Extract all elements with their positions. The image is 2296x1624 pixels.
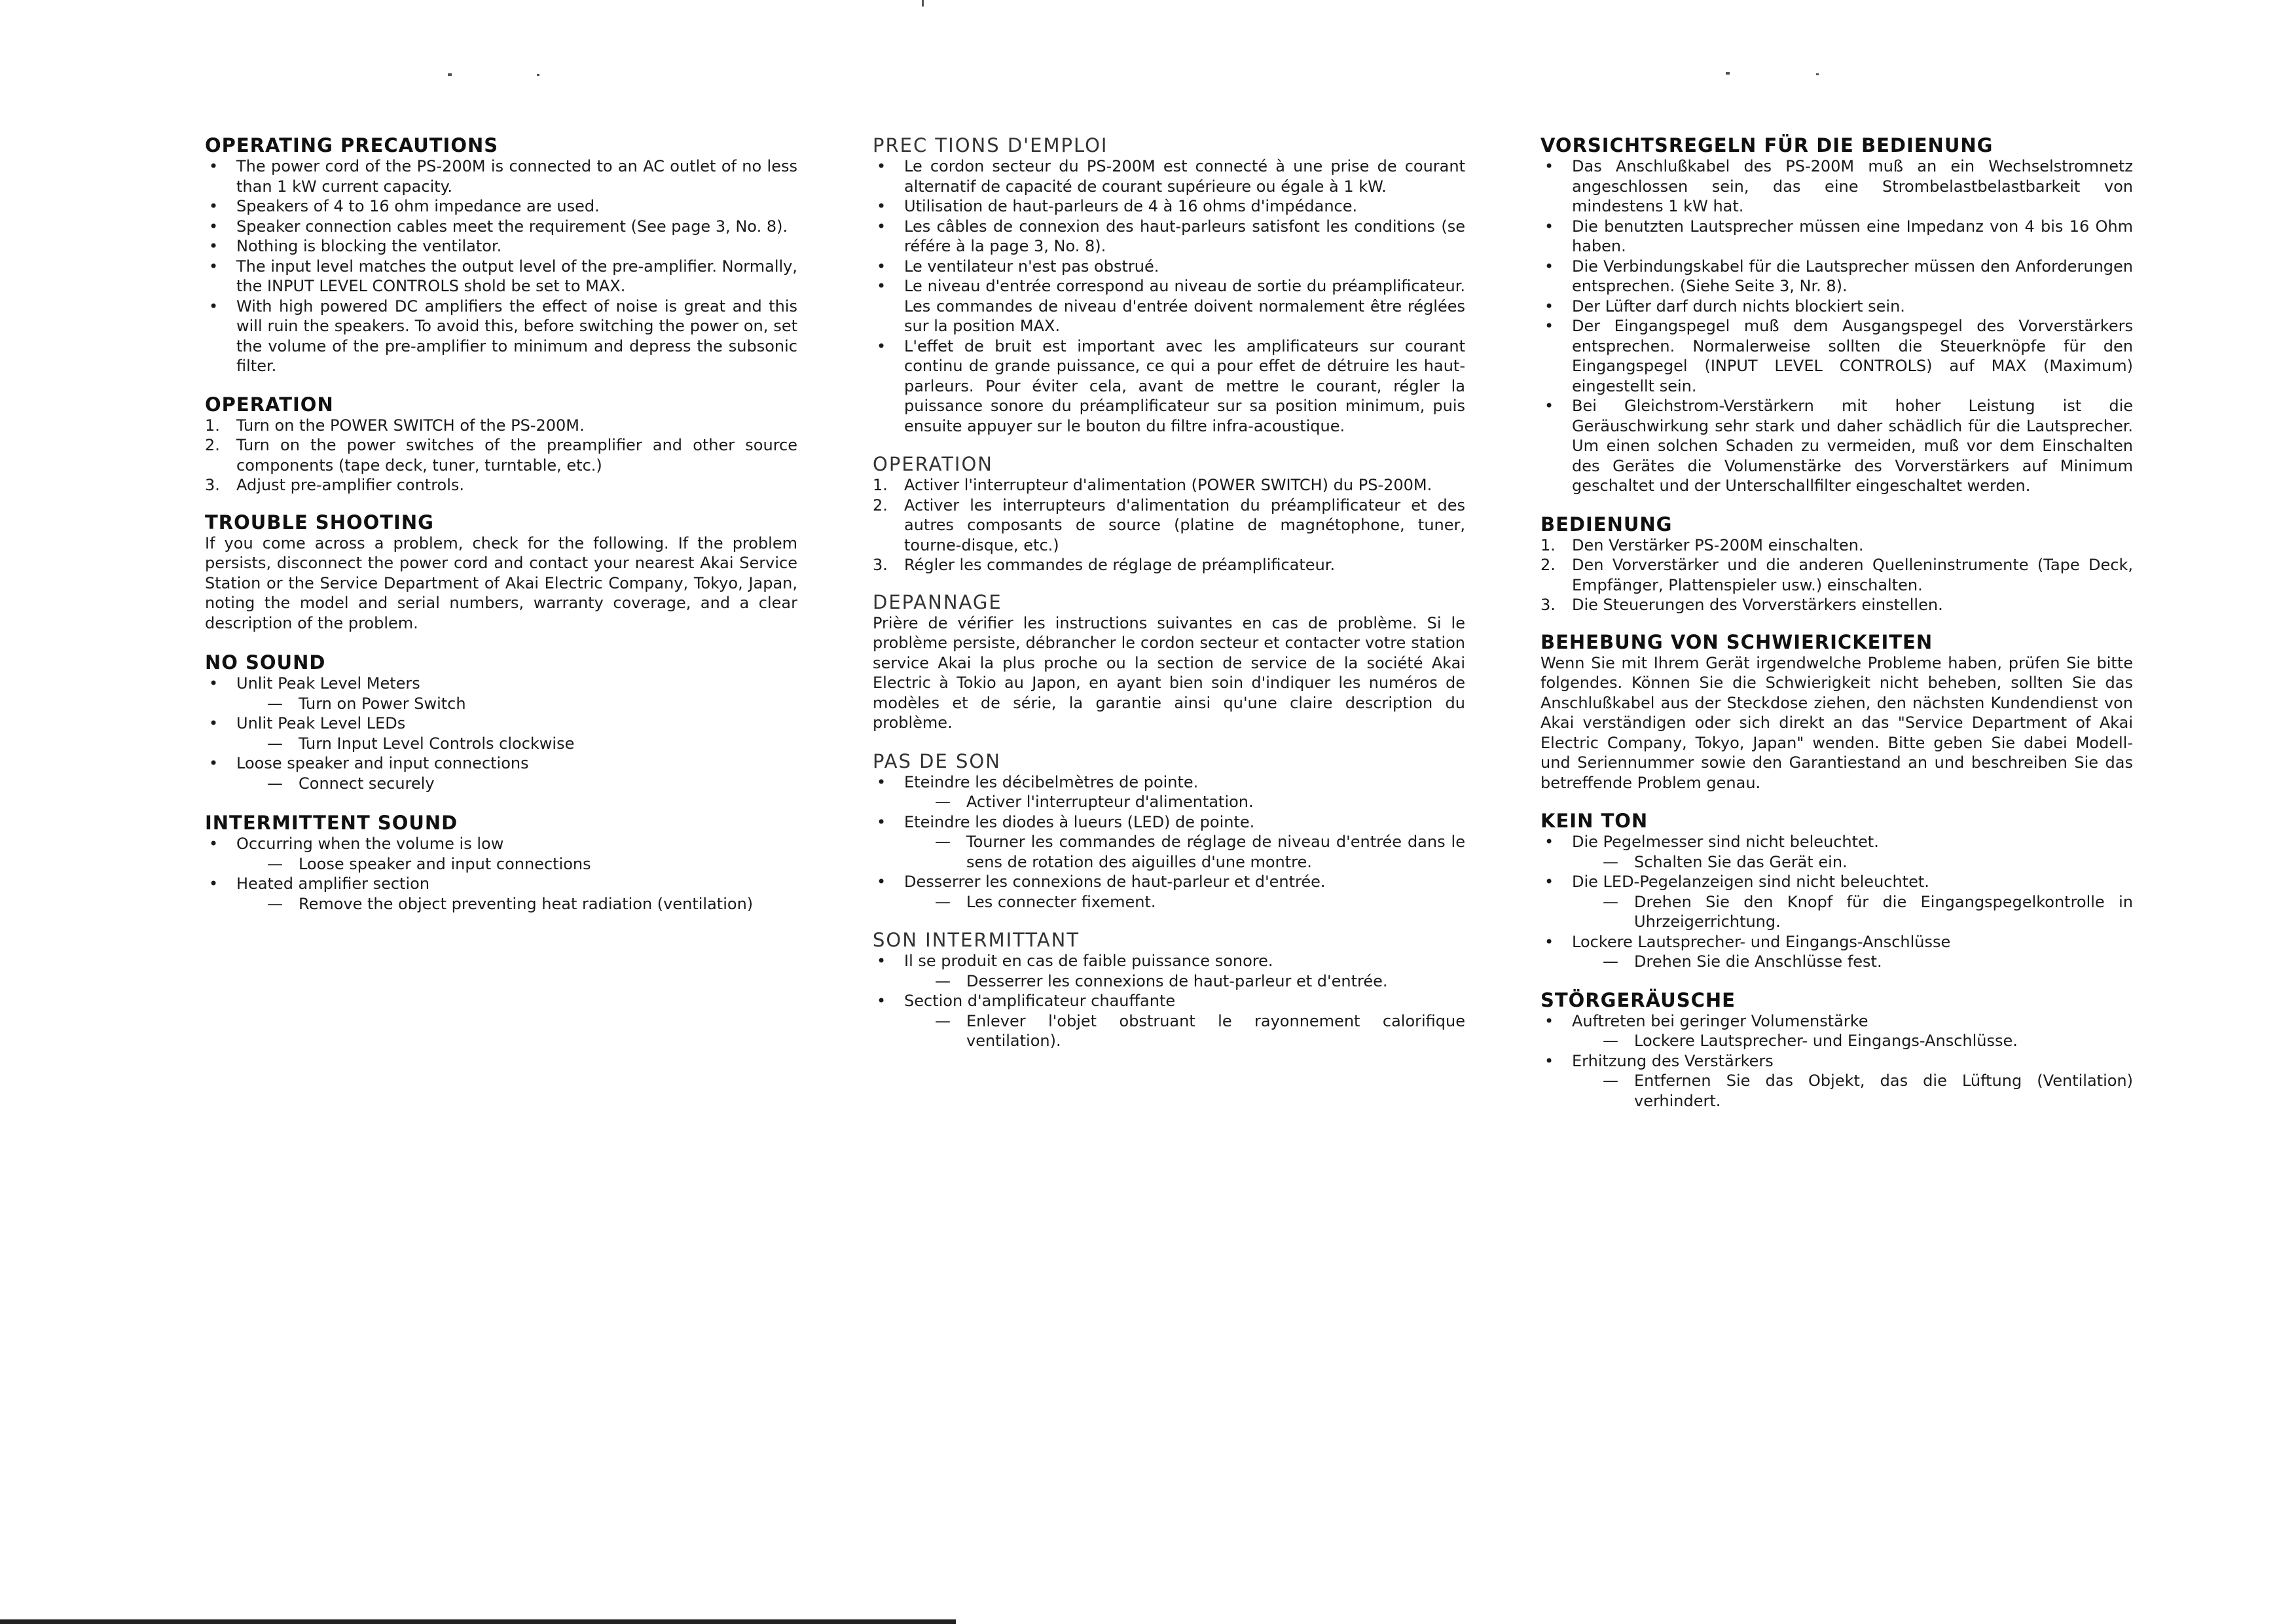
list-item: 2. Turn on the power switches of the preamplifier and other source components (tape deck, tuner, turntable, etc.) bbox=[205, 436, 797, 475]
de-nosound-heading: KEIN TON bbox=[1540, 810, 1649, 832]
fix-item: — Lockere Lautsprecher- und Eingangs-Anschlüsse. bbox=[1572, 1031, 2133, 1051]
en-operation-steps bbox=[205, 416, 797, 496]
english-column bbox=[205, 134, 797, 914]
fix-item: — Entfernen Sie das Objekt, das die Lüftung (Ventilation) verhindert. bbox=[1572, 1071, 2133, 1111]
fr-precautions-heading: PREC TIONS D'EMPLOI bbox=[873, 134, 1108, 156]
list-item: • Bei Gleichstrom-Verstärkern mit hoher Leistung ist die Geräuschwirkung sehr stark und daher schädlich für die Lautsprecher. Um einen solchen Schaden zu vermeiden, muß vor dem Einschalten des Gerätes die Volumenstärke des Vorverstärkers auf Minimum geschaltet und der Unterschallfilter eingeschaltet werden. bbox=[1540, 396, 2133, 496]
list-item: • Die Pegelmesser sind nicht beleuchtet. — Schalten Sie das Gerät ein. bbox=[1540, 832, 2133, 872]
de-precautions-section bbox=[1540, 134, 2133, 496]
scan-dot bbox=[1816, 73, 1819, 75]
list-item: • Le ventilateur n'est pas obstrué. bbox=[873, 257, 1465, 277]
fix-item: — Activer l'interrupteur d'alimentation. bbox=[904, 792, 1465, 812]
fix-item: — Loose speaker and input connections bbox=[236, 854, 797, 875]
german-column bbox=[1540, 134, 2133, 1111]
en-trouble-heading: TROUBLE SHOOTING bbox=[205, 511, 434, 533]
list-item: • Loose speaker and input connections — Connect securely bbox=[205, 753, 797, 793]
list-item: • Unlit Peak Level LEDs — Turn Input Level Controls clockwise bbox=[205, 713, 797, 753]
list-item: • With high powered DC amplifiers the effect of noise is great and this will ruin the speakers. To avoid this, before switching the power on, set the volume of the pre-amplifier to minimum and depress the subsonic filter. bbox=[205, 297, 797, 376]
fix-item: — Remove the object preventing heat radiation (ventilation) bbox=[236, 894, 797, 914]
fix-item: — Tourner les commandes de réglage de niveau d'entrée dans le sens de rotation des aiguilles d'une montre. bbox=[904, 832, 1465, 872]
de-operation-steps bbox=[1540, 535, 2133, 615]
fix-item: — Connect securely bbox=[236, 774, 797, 794]
list-item: 3. Die Steuerungen des Vorverstärkers einstellen. bbox=[1540, 596, 1943, 614]
list-item: • Le niveau d'entrée correspond au niveau de sortie du préamplificateur. Les commandes de niveau d'entrée doivent normalement être réglées sur la position MAX. bbox=[873, 276, 1465, 336]
list-item: • Nothing is blocking the ventilator. bbox=[205, 236, 797, 257]
list-item: 3. Adjust pre-amplifier controls. bbox=[205, 476, 465, 494]
fr-intermittent-list bbox=[873, 951, 1465, 1051]
fr-trouble-heading: DEPANNAGE bbox=[873, 590, 1002, 613]
fr-intermittent-heading: SON INTERMITTANT bbox=[873, 929, 1080, 951]
list-item: • Il se produit en cas de faible puissance sonore. — Desserrer les connexions de haut-parleur et d'entrée. bbox=[873, 951, 1465, 991]
fix-item: — Drehen Sie den Knopf für die Eingangspegelkontrolle in Uhrzeigerrichtung. bbox=[1572, 892, 2133, 932]
en-nosound-section bbox=[205, 651, 797, 793]
fr-operation-steps bbox=[873, 475, 1465, 575]
fr-trouble-text: Prière de vérifier les instructions suivantes en cas de problème. Si le problème persiste, débrancher le cordon secteur et contacter votre station service Akai la plus proche ou la section de service de la société Akai Electric à Tokio au Japon, en ayant bien soin d'indiquer les numéros de modèles et de série, la garantie ainsi qu'une claire description du problème. bbox=[873, 613, 1465, 732]
list-item: • The power cord of the PS-200M is connected to an AC outlet of no less than 1 kW current capacity. bbox=[205, 156, 797, 196]
scan-dot bbox=[537, 74, 539, 76]
list-item: 1. Activer l'interrupteur d'alimentation (POWER SWITCH) du PS-200M. bbox=[873, 476, 1432, 494]
en-operation-heading: OPERATION bbox=[205, 393, 334, 416]
en-operation-section bbox=[205, 393, 797, 496]
list-item: • Der Lüfter darf durch nichts blockiert sein. bbox=[1540, 297, 2133, 317]
de-precautions-list bbox=[1540, 156, 2133, 496]
fix-item: — Enlever l'objet obstruant le rayonnement calorifique ventilation). bbox=[904, 1011, 1465, 1051]
list-item: • L'effet de bruit est important avec les amplificateurs sur courant continu de grande puissance, ce qui a pour effet de détruire les haut-parleurs. Pour éviter cela, avant de mettre le courant, régler la puissance sonore du préamplificateur sur sa position minimum, puis ensuite appuyer sur le bouton du filtre infra-acoustique. bbox=[873, 336, 1465, 437]
list-item: • Auftreten bei geringer Volumenstärke — Lockere Lautsprecher- und Eingangs-Anschlüsse. bbox=[1540, 1011, 2133, 1051]
en-trouble-text: If you come across a problem, check for the following. If the problem persists, disconnect the power cord and contact your nearest Akai Service Station or the Service Department of Akai Electric Company, Tokyo, Japan, noting the model and serial numbers, warranty coverage, and a clear description of the problem. bbox=[205, 533, 797, 632]
list-item: 1. Turn on the POWER SWITCH of the PS-200M. bbox=[205, 416, 585, 435]
list-item: • Das Anschlußkabel des PS-200M muß an ein Wechselstromnetz angeschlossen sein, das eine Strombelastbelastbarkeit von mindestens 1 kW hat. bbox=[1540, 156, 2133, 217]
fr-nosound-list bbox=[873, 772, 1465, 912]
list-item: • Lockere Lautsprecher- und Eingangs-Anschlüsse — Drehen Sie die Anschlüsse fest. bbox=[1540, 932, 2133, 972]
list-item: • Die LED-Pegelanzeigen sind nicht beleuchtet. — Drehen Sie den Knopf für die Eingangspegelkontrolle in Uhrzeigerrichtung. bbox=[1540, 872, 2133, 932]
de-operation-section bbox=[1540, 513, 2133, 615]
fix-item: — Turn on Power Switch bbox=[236, 694, 797, 714]
fr-operation-section bbox=[873, 453, 1465, 575]
fix-item: — Desserrer les connexions de haut-parleur et d'entrée. bbox=[904, 971, 1465, 992]
scan-edge-shadow bbox=[0, 1619, 956, 1624]
de-intermittent-section bbox=[1540, 989, 2133, 1111]
list-item: • Utilisation de haut-parleurs de 4 à 16 ohms d'impédance. bbox=[873, 196, 1465, 217]
en-nosound-heading: NO SOUND bbox=[205, 651, 326, 674]
de-trouble-text: Wenn Sie mit Ihrem Gerät irgendwelche Probleme haben, prüfen Sie bitte folgendes. Können Sie die Schwierigkeit nicht beheben, sollten Sie das Anschlußkabel aus der Steckdose ziehen, den nächsten Kundendienst von Akai verständigen oder sich direkt an das "Service Department of Akai Electric Company, Tokyo, Japan" wenden. Bitte geben Sie dabei Modell- und Seriennummer sowie den Garantiestand an und beschreiben Sie das betreffende Problem genau. bbox=[1540, 653, 2133, 792]
scan-mark-top bbox=[922, 0, 924, 7]
de-precautions-heading: VORSICHTSREGELN FÜR DIE BEDIENUNG bbox=[1540, 134, 1994, 156]
french-column bbox=[873, 134, 1465, 1051]
fr-precautions-list bbox=[873, 156, 1465, 436]
scan-dot bbox=[448, 73, 452, 76]
de-nosound-list bbox=[1540, 832, 2133, 972]
list-item: • Heated amplifier section — Remove the object preventing heat radiation (ventilation) bbox=[205, 874, 797, 914]
list-item: • Die benutzten Lautsprecher müssen eine Impedanz von 4 bis 16 Ohm haben. bbox=[1540, 217, 2133, 257]
list-item: • Speaker connection cables meet the requirement (See page 3, No. 8). bbox=[205, 217, 797, 237]
list-item: 1. Den Verstärker PS-200M einschalten. bbox=[1540, 535, 1864, 554]
list-item: • Erhitzung des Verstärkers — Entfernen Sie das Objekt, das die Lüftung (Ventilation) verhindert. bbox=[1540, 1051, 2133, 1111]
de-intermittent-list bbox=[1540, 1011, 2133, 1111]
en-intermittent-list bbox=[205, 834, 797, 914]
fr-intermittent-section bbox=[873, 929, 1465, 1051]
fix-item: — Turn Input Level Controls clockwise bbox=[236, 734, 797, 754]
fr-nosound-heading: PAS DE SON bbox=[873, 749, 1001, 772]
fr-nosound-section bbox=[873, 750, 1465, 912]
de-intermittent-heading: STÖRGERÄUSCHE bbox=[1540, 988, 1736, 1011]
list-item: • Occurring when the volume is low — Loose speaker and input connections bbox=[205, 834, 797, 874]
scan-dot bbox=[1726, 72, 1730, 75]
en-precautions-section bbox=[205, 134, 797, 376]
list-item: 3. Régler les commandes de réglage de préamplificateur. bbox=[873, 556, 1336, 574]
fix-item: — Les connecter fixement. bbox=[904, 892, 1465, 912]
list-item: • Der Eingangspegel muß dem Ausgangspegel des Vorverstärkers entsprechen. Normalerweise sollten die Steuerknöpfe für den Eingangspegel (INPUT LEVEL CONTROLS) auf MAX (Maximum) eingestellt sein. bbox=[1540, 316, 2133, 396]
list-item: • Section d'amplificateur chauffante — Enlever l'objet obstruant le rayonnement calorifique ventilation). bbox=[873, 991, 1465, 1051]
list-item: • Eteindre les diodes à lueurs (LED) de pointe. — Tourner les commandes de réglage de niveau d'entrée dans le sens de rotation des aiguilles d'une montre. bbox=[873, 812, 1465, 873]
list-item: • Die Verbindungskabel für die Lautsprecher müssen den Anforderungen entsprechen. (Siehe Seite 3, Nr. 8). bbox=[1540, 257, 2133, 297]
en-trouble-section bbox=[205, 511, 797, 634]
list-item: 2. Activer les interrupteurs d'alimentation du préamplificateur et des autres composants de source (platine de magnétophone, tuner, tourne-disque, etc.) bbox=[873, 496, 1465, 554]
list-item: • Unlit Peak Level Meters — Turn on Power Switch bbox=[205, 674, 797, 713]
fr-operation-heading: OPERATION bbox=[873, 453, 993, 475]
fr-precautions-section bbox=[873, 134, 1465, 436]
fix-item: — Schalten Sie das Gerät ein. bbox=[1572, 852, 2133, 873]
en-nosound-list bbox=[205, 674, 797, 793]
de-nosound-section bbox=[1540, 810, 2133, 972]
en-intermittent-section bbox=[205, 812, 797, 914]
de-trouble-heading: BEHEBUNG VON SCHWIERICKEITEN bbox=[1540, 630, 1933, 653]
de-operation-heading: BEDIENUNG bbox=[1540, 513, 1673, 535]
list-item: 2. Den Vorverstärker und die anderen Quelleninstrumente (Tape Deck, Empfänger, Plattenspieler usw.) einschalten. bbox=[1540, 556, 2133, 594]
list-item: • Les câbles de connexion des haut-parleurs satisfont les conditions (se référe à la page 3, No. 8). bbox=[873, 217, 1465, 257]
en-intermittent-heading: INTERMITTENT SOUND bbox=[205, 812, 458, 834]
en-precautions-heading: OPERATING PRECAUTIONS bbox=[205, 134, 499, 156]
list-item: • Le cordon secteur du PS-200M est connecté à une prise de courant alternatif de capacité de courant supérieure ou égale à 1 kW. bbox=[873, 156, 1465, 196]
fr-trouble-section bbox=[873, 591, 1465, 733]
list-item: • Speakers of 4 to 16 ohm impedance are used. bbox=[205, 196, 797, 217]
list-item: • Desserrer les connexions de haut-parleur et d'entrée. — Les connecter fixement. bbox=[873, 872, 1465, 912]
list-item: • Eteindre les décibelmètres de pointe. — Activer l'interrupteur d'alimentation. bbox=[873, 772, 1465, 812]
de-trouble-section bbox=[1540, 631, 2133, 793]
fix-item: — Drehen Sie die Anschlüsse fest. bbox=[1572, 952, 2133, 972]
en-precautions-list bbox=[205, 156, 797, 376]
list-item: • The input level matches the output level of the pre-amplifier. Normally, the INPUT LEVEL CONTROLS shold be set to MAX. bbox=[205, 257, 797, 297]
